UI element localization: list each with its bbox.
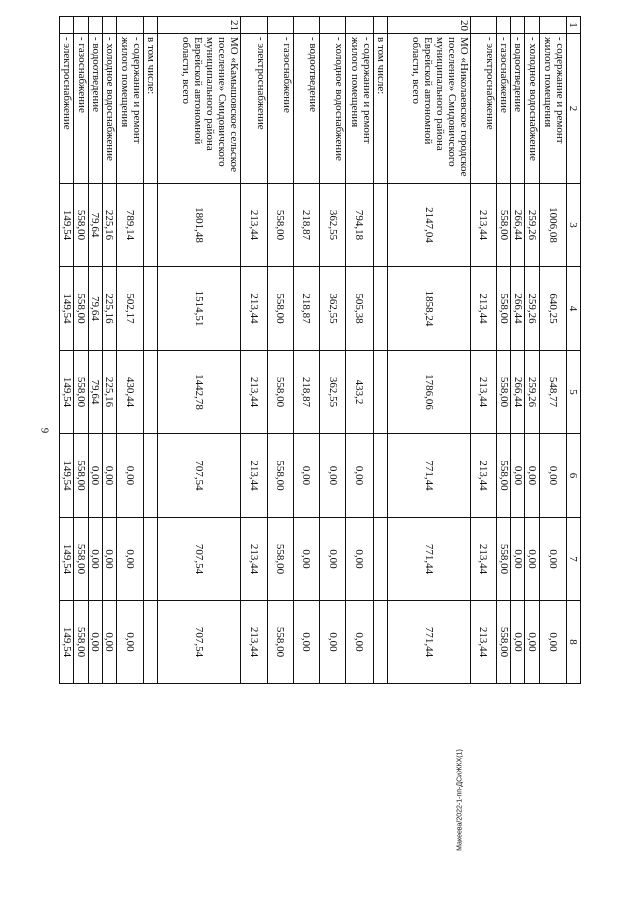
value-cell: 259,26 <box>525 351 539 434</box>
value-cell: 0,00 <box>116 518 143 601</box>
value-cell: 0,00 <box>116 434 143 518</box>
value-cell: 1801,48 <box>158 184 241 267</box>
value-cell: 0,00 <box>511 601 525 684</box>
table-row <box>74 17 88 684</box>
value-cell: 0,00 <box>102 518 116 601</box>
tariff-table <box>59 16 581 684</box>
table-row <box>158 17 241 684</box>
value-cell: 558,00 <box>267 351 293 434</box>
value-cell: 502,17 <box>116 267 143 351</box>
value-cell: 771,44 <box>387 518 470 601</box>
value-cell: 771,44 <box>387 601 470 684</box>
value-cell: 558,00 <box>496 267 510 351</box>
value-cell: 789,14 <box>116 184 143 267</box>
value-cell: 213,44 <box>470 351 496 434</box>
value-cell <box>373 351 387 434</box>
value-cell: 505,38 <box>346 267 373 351</box>
value-cell: 225,16 <box>102 351 116 434</box>
table-frame <box>59 16 581 683</box>
value-cell: 0,00 <box>88 601 102 684</box>
row-number <box>373 17 387 34</box>
value-cell: 558,00 <box>496 601 510 684</box>
value-cell: 558,00 <box>267 434 293 518</box>
value-cell: 0,00 <box>346 434 373 518</box>
row-number: 20 <box>387 17 470 34</box>
value-cell: 213,44 <box>470 518 496 601</box>
value-cell <box>144 518 158 601</box>
row-number <box>511 17 525 34</box>
table-row <box>241 17 267 684</box>
value-cell: 707,54 <box>158 518 241 601</box>
table-row <box>525 17 539 684</box>
value-cell: 2147,04 <box>387 184 470 267</box>
column-number: 5 <box>566 351 580 434</box>
row-number <box>241 17 267 34</box>
value-cell: 149,54 <box>60 601 74 684</box>
column-number: 4 <box>566 267 580 351</box>
value-cell <box>373 184 387 267</box>
rotated-table-container <box>59 16 581 683</box>
value-cell: 259,26 <box>525 184 539 267</box>
value-cell: 0,00 <box>293 601 319 684</box>
row-number <box>320 17 346 34</box>
row-name: - электроснабжение <box>470 34 496 184</box>
value-cell: 213,44 <box>470 601 496 684</box>
value-cell: 266,44 <box>511 267 525 351</box>
column-number: 3 <box>566 184 580 267</box>
table-row <box>346 17 373 684</box>
row-name: МО «Николаевское городское поселение» Смидовичского муниципального района Еврейской автономной области, всего <box>387 34 470 184</box>
row-name: - газоснабжение <box>267 34 293 184</box>
value-cell: 558,00 <box>496 184 510 267</box>
value-cell: 0,00 <box>346 518 373 601</box>
value-cell: 0,00 <box>293 518 319 601</box>
row-number <box>144 17 158 34</box>
row-name: - холодное водоснабжение <box>320 34 346 184</box>
table-row <box>511 17 525 684</box>
value-cell: 0,00 <box>346 601 373 684</box>
value-cell: 259,26 <box>525 267 539 351</box>
value-cell: 558,00 <box>74 184 88 267</box>
value-cell <box>373 267 387 351</box>
value-cell: 558,00 <box>74 518 88 601</box>
value-cell: 213,44 <box>241 351 267 434</box>
value-cell: 558,00 <box>267 267 293 351</box>
value-cell: 0,00 <box>116 601 143 684</box>
value-cell: 558,00 <box>267 518 293 601</box>
value-cell <box>373 518 387 601</box>
row-name: - водоотведение <box>511 34 525 184</box>
value-cell: 0,00 <box>525 601 539 684</box>
value-cell <box>144 434 158 518</box>
value-cell: 149,54 <box>60 267 74 351</box>
row-number <box>74 17 88 34</box>
value-cell: 0,00 <box>539 434 566 518</box>
value-cell: 558,00 <box>74 601 88 684</box>
row-number <box>102 17 116 34</box>
value-cell: 558,00 <box>496 434 510 518</box>
value-cell: 558,00 <box>267 601 293 684</box>
value-cell: 794,18 <box>346 184 373 267</box>
row-name: - газоснабжение <box>74 34 88 184</box>
value-cell: 433,2 <box>346 351 373 434</box>
table-row <box>144 17 158 684</box>
value-cell: 640,25 <box>539 267 566 351</box>
value-cell: 149,54 <box>60 518 74 601</box>
row-name: - содержание и ремонт жилого помещения <box>116 34 143 184</box>
value-cell: 213,44 <box>241 267 267 351</box>
value-cell: 0,00 <box>102 601 116 684</box>
value-cell: 558,00 <box>496 351 510 434</box>
value-cell: 0,00 <box>539 518 566 601</box>
table-row <box>102 17 116 684</box>
value-cell: 0,00 <box>293 434 319 518</box>
column-number: 7 <box>566 518 580 601</box>
value-cell: 707,54 <box>158 434 241 518</box>
value-cell: 1786,06 <box>387 351 470 434</box>
row-name: - содержание и ремонт жилого помещения <box>346 34 373 184</box>
document-footer: Макеева/2022-1-пп-ДСиЖКХ(1) <box>456 749 464 851</box>
row-number <box>60 17 74 34</box>
row-name: - газоснабжение <box>496 34 510 184</box>
value-cell: 218,87 <box>293 184 319 267</box>
value-cell: 0,00 <box>525 434 539 518</box>
value-cell: 1514,51 <box>158 267 241 351</box>
value-cell: 558,00 <box>267 184 293 267</box>
value-cell <box>144 351 158 434</box>
value-cell: 0,00 <box>525 518 539 601</box>
value-cell <box>144 184 158 267</box>
value-cell: 362,55 <box>320 267 346 351</box>
value-cell: 0,00 <box>511 518 525 601</box>
value-cell: 0,00 <box>88 434 102 518</box>
value-cell: 1858,24 <box>387 267 470 351</box>
value-cell: 79,64 <box>88 267 102 351</box>
table-row <box>387 17 470 684</box>
page-number: 9 <box>38 427 51 434</box>
table-row <box>373 17 387 684</box>
value-cell: 149,54 <box>60 351 74 434</box>
row-name: - холодное водоснабжение <box>525 34 539 184</box>
value-cell: 362,55 <box>320 351 346 434</box>
row-number <box>346 17 373 34</box>
row-number <box>293 17 319 34</box>
value-cell <box>144 267 158 351</box>
value-cell: 362,55 <box>320 184 346 267</box>
row-number: 21 <box>158 17 241 34</box>
row-name: - водоотведение <box>88 34 102 184</box>
value-cell: 218,87 <box>293 267 319 351</box>
value-cell: 558,00 <box>74 434 88 518</box>
value-cell: 430,44 <box>116 351 143 434</box>
value-cell: 0,00 <box>539 601 566 684</box>
value-cell: 213,44 <box>241 184 267 267</box>
row-number <box>88 17 102 34</box>
value-cell: 266,44 <box>511 351 525 434</box>
value-cell: 213,44 <box>470 434 496 518</box>
value-cell: 0,00 <box>102 434 116 518</box>
table-row <box>60 17 74 684</box>
column-number: 2 <box>566 34 580 184</box>
row-name: - водоотведение <box>293 34 319 184</box>
value-cell: 213,44 <box>470 184 496 267</box>
table-row <box>496 17 510 684</box>
value-cell: 266,44 <box>511 184 525 267</box>
value-cell: 213,44 <box>470 267 496 351</box>
value-cell: 149,54 <box>60 434 74 518</box>
value-cell: 1442,78 <box>158 351 241 434</box>
value-cell: 0,00 <box>320 434 346 518</box>
value-cell <box>373 434 387 518</box>
column-number: 8 <box>566 601 580 684</box>
value-cell: 149,54 <box>60 184 74 267</box>
column-number: 1 <box>566 17 580 34</box>
column-number-row <box>566 17 580 684</box>
value-cell: 1006,08 <box>539 184 566 267</box>
row-number <box>116 17 143 34</box>
row-name: - электроснабжение <box>60 34 74 184</box>
table-row <box>539 17 566 684</box>
table-row <box>267 17 293 684</box>
value-cell: 0,00 <box>320 518 346 601</box>
row-number <box>525 17 539 34</box>
value-cell: 225,16 <box>102 184 116 267</box>
value-cell: 0,00 <box>88 518 102 601</box>
table-row <box>293 17 319 684</box>
value-cell: 0,00 <box>511 434 525 518</box>
value-cell: 558,00 <box>496 518 510 601</box>
value-cell: 213,44 <box>241 601 267 684</box>
row-name: - электроснабжение <box>241 34 267 184</box>
row-number <box>539 17 566 34</box>
value-cell: 558,00 <box>74 267 88 351</box>
row-name: - холодное водоснабжение <box>102 34 116 184</box>
table-row <box>116 17 143 684</box>
value-cell: 213,44 <box>241 434 267 518</box>
value-cell: 218,87 <box>293 351 319 434</box>
row-name: в том числе: <box>144 34 158 184</box>
row-name: - содержание и ремонт жилого помещения <box>539 34 566 184</box>
table-row <box>470 17 496 684</box>
value-cell: 225,16 <box>102 267 116 351</box>
value-cell: 558,00 <box>74 351 88 434</box>
row-name: МО «Камышовское сельское поселение» Смидовичского муниципального района Еврейской автономной области, всего <box>158 34 241 184</box>
table-row <box>320 17 346 684</box>
row-name: в том числе: <box>373 34 387 184</box>
row-number <box>470 17 496 34</box>
table-row <box>88 17 102 684</box>
value-cell: 548,77 <box>539 351 566 434</box>
value-cell: 213,44 <box>241 518 267 601</box>
value-cell: 771,44 <box>387 434 470 518</box>
value-cell: 0,00 <box>320 601 346 684</box>
value-cell <box>144 601 158 684</box>
row-number <box>267 17 293 34</box>
row-number <box>496 17 510 34</box>
column-number: 6 <box>566 434 580 518</box>
table-body <box>60 17 581 684</box>
value-cell: 707,54 <box>158 601 241 684</box>
value-cell: 79,64 <box>88 184 102 267</box>
value-cell <box>373 601 387 684</box>
value-cell: 79,64 <box>88 351 102 434</box>
